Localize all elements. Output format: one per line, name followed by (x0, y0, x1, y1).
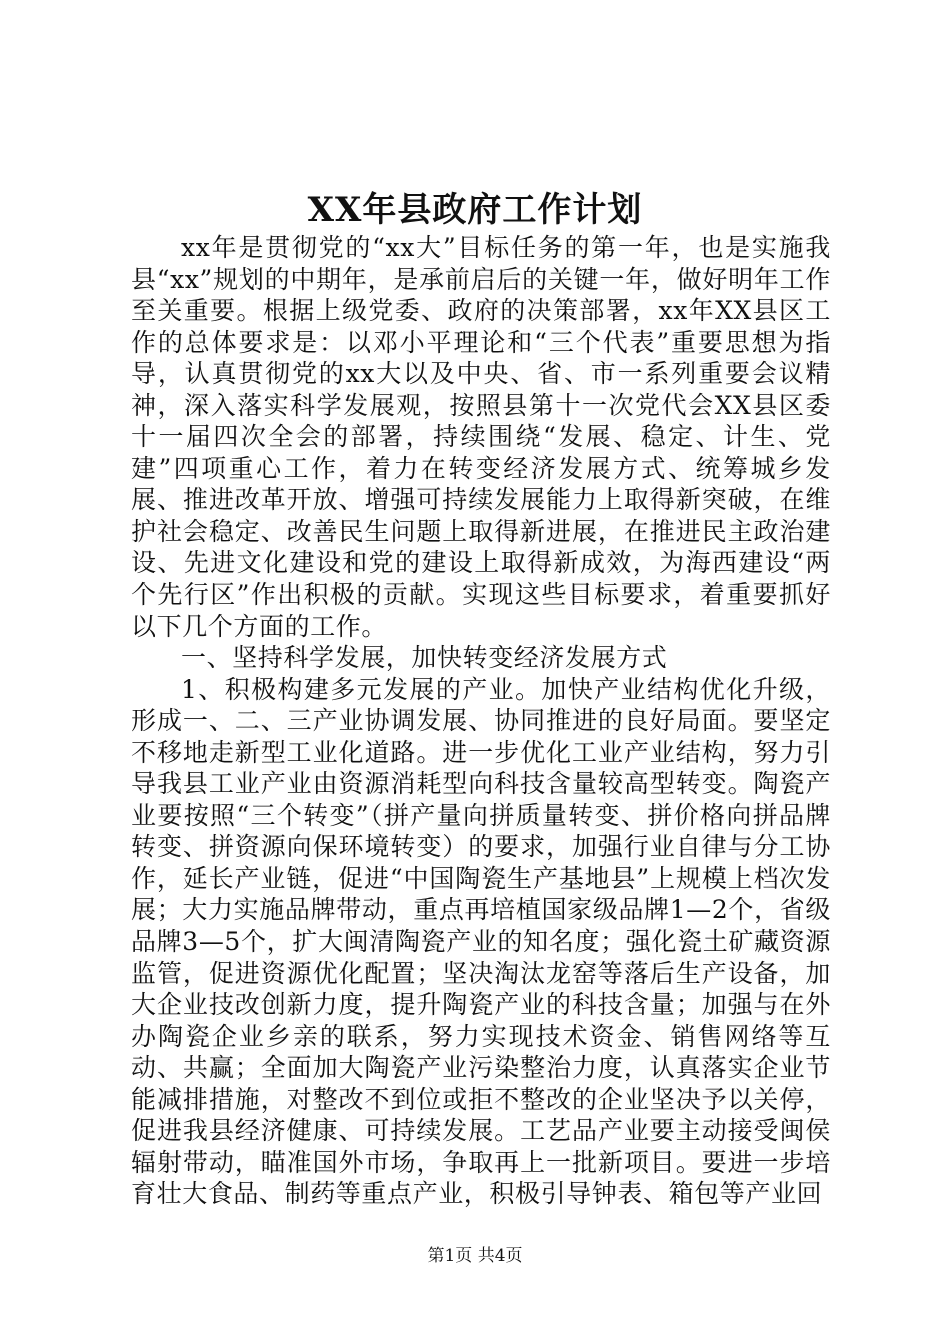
paragraph-industry: 1、积极构建多元发展的产业。加快产业结构优化升级，形成一、二、三产业协调发展、协同推进的良好局面。要坚定不移地走新型工业化道路。进一步优化工业产业结构，努力引导我县工业产业由资源消耗型向科技含量较高型转变。陶瓷产业要按照“三个转变”（拼产量向拼质量转变、拼价格向拼品牌转变、拼资源向保环境转变）的要求，加强行业自律与分工协作，延长产业链，促进“中国陶瓷生产基地县”上规模上档次发展；大力实施品牌带动，重点再培植国家级品牌1—2个，省级品牌3—5个，扩大闽清陶瓷产业的知名度；强化瓷土矿藏资源监管，促进资源优化配置；坚决淘汰龙窑等落后生产设备，加大企业技改创新力度，提升陶瓷产业的科技含量；加强与在外办陶瓷企业乡亲的联系，努力实现技术资金、销售网络等互动、共赢；全面加大陶瓷产业污染整治力度，认真落实企业节能减排措施，对整改不到位或拒不整改的企业坚决予以关停，促进我县经济健康、可持续发展。工艺品产业要主动接受闽侯辐射带动，瞄准国外市场，争取再上一批新项目。要进一步培育壮大食品、制药等重点产业，积极引导钟表、箱包等产业回 (131, 674, 831, 1209)
section-heading: 一、坚持科学发展，加快转变经济发展方式 (181, 643, 668, 673)
document-title: XX年县政府工作计划 (307, 190, 643, 230)
document-body (131, 232, 831, 1210)
page-footer: 第1页 共4页 (427, 1246, 523, 1266)
paragraph-intro: xx年是贯彻党的“xx大”目标任务的第一年，也是实施我县“xx”规划的中期年，是承前启后的关键一年，做好明年工作至关重要。根据上级党委、政府的决策部署，xx年XX县区工作的总体要求是：以邓小平理论和“三个代表”重要思想为指导，认真贯彻党的xx大以及中央、省、市一系列重要会议精神，深入落实科学发展观，按照县第十一次党代会XX县区委十一届四次全会的部署，持续围绕“发展、稳定、计生、党建”四项重心工作，着力在转变经济发展方式、统筹城乡发展、推进改革开放、增强可持续发展能力上取得新突破，在维护社会稳定、改善民生问题上取得新进展，在推进民主政治建设、先进文化建设和党的建设上取得新成效，为海西建设“两个先行区”作出积极的贡献。实现这些目标要求，着重要抓好以下几个方面的工作。 (131, 233, 831, 641)
